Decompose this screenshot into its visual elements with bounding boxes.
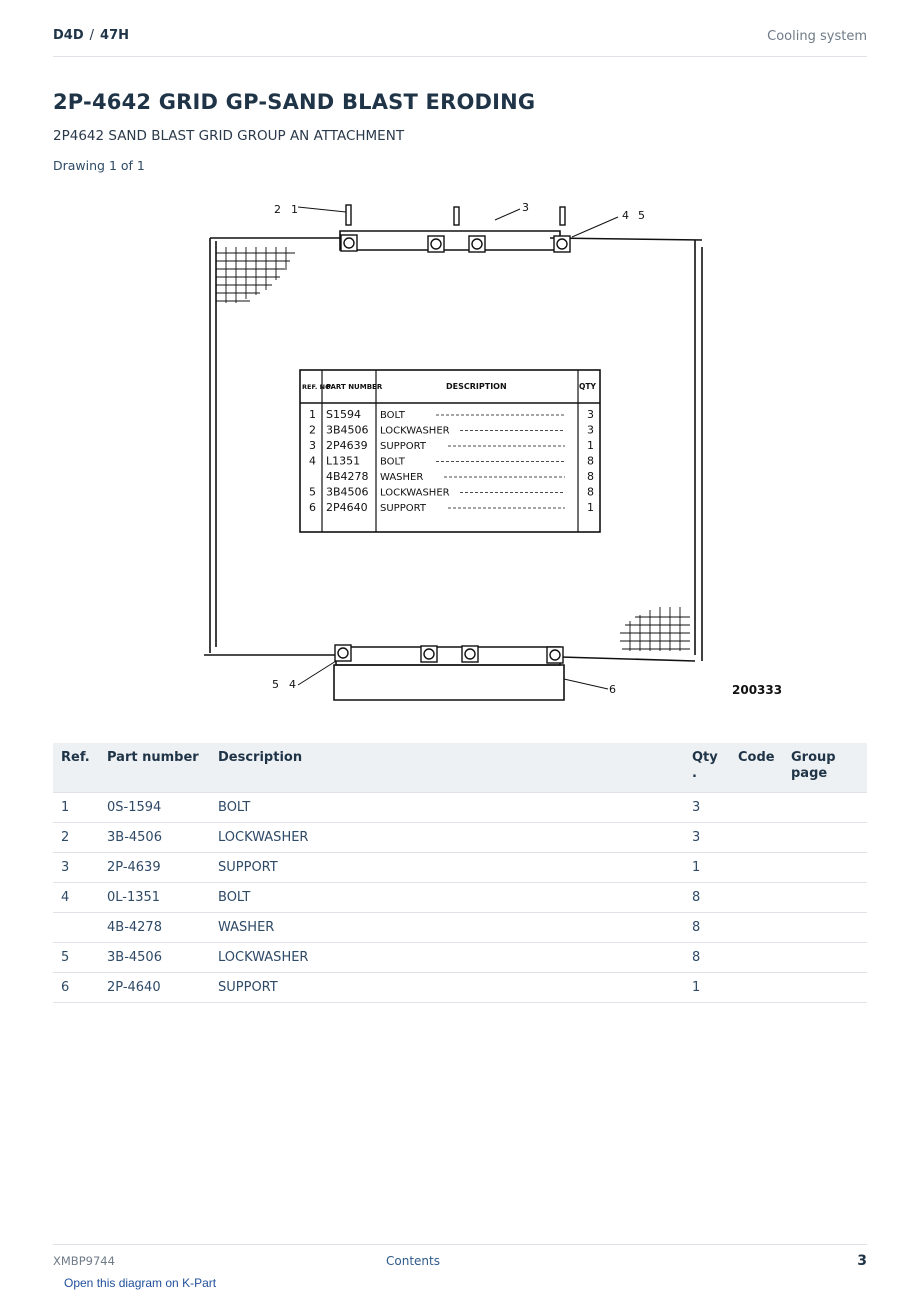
inset-description: BOLT <box>380 456 405 468</box>
inset-part-number: L1351 <box>326 454 361 468</box>
inset-qty: 8 <box>587 454 594 468</box>
callout-label: 6 <box>609 683 616 696</box>
mesh-top-left <box>216 247 295 303</box>
inset-qty: 1 <box>587 501 594 514</box>
col-qty <box>684 743 730 793</box>
cell-description: SUPPORT <box>210 973 684 1003</box>
inset-ref: 1 <box>309 408 316 421</box>
cell-description: BOLT <box>210 793 684 823</box>
image-number: 200333 <box>732 683 783 697</box>
callout-label: 5 <box>272 678 279 691</box>
inset-description: SUPPORT <box>380 441 426 452</box>
mesh-bottom-right <box>620 607 690 651</box>
cell-qty: 1 <box>684 973 730 1003</box>
cell-qty: 8 <box>684 883 730 913</box>
page-header <box>53 28 867 57</box>
cell-code <box>730 853 783 883</box>
inset-ref: 2 <box>309 423 316 437</box>
parts-diagram[interactable] <box>160 195 800 710</box>
cell-qty: 8 <box>684 943 730 973</box>
page-footer <box>53 1244 867 1269</box>
cell-description: SUPPORT <box>210 853 684 883</box>
cell-part-number[interactable]: 3B-4506 <box>99 943 210 973</box>
breadcrumb-separator: / <box>89 28 95 43</box>
cell-description: LOCKWASHER <box>210 943 684 973</box>
inset-description: WASHER <box>380 472 424 483</box>
kpart-link[interactable]: Open this diagram on K-Part <box>64 1276 217 1290</box>
col-qty-label: Qty <box>692 750 718 765</box>
callout-label: 1 <box>291 203 298 216</box>
table-row <box>53 853 867 883</box>
col-ref: Ref. <box>53 743 99 793</box>
callout-label: 5 <box>638 209 645 222</box>
col-qty-dot: . <box>692 766 697 781</box>
contents-link[interactable]: Contents <box>386 1254 440 1268</box>
cell-code <box>730 823 783 853</box>
table-row <box>53 943 867 973</box>
cell-description: WASHER <box>210 913 684 943</box>
col-page-label: page <box>791 766 828 781</box>
cell-description: BOLT <box>210 883 684 913</box>
inset-qty: 1 <box>587 439 594 452</box>
inset-header-desc: DESCRIPTION <box>446 382 507 391</box>
callout-label: 4 <box>289 678 296 691</box>
inset-parts-table <box>300 370 600 532</box>
breadcrumb-model: D4D <box>53 28 84 43</box>
inset-description: BOLT <box>380 410 405 421</box>
inset-description: SUPPORT <box>380 503 426 514</box>
cell-ref: 3 <box>53 853 99 883</box>
cell-ref: 5 <box>53 943 99 973</box>
table-row <box>53 823 867 853</box>
inset-part-number: 3B4506 <box>326 423 369 437</box>
cell-part-number[interactable]: 0L-1351 <box>99 883 210 913</box>
page-number: 3 <box>857 1253 867 1269</box>
cell-qty: 3 <box>684 823 730 853</box>
col-part-number: Part number <box>99 743 210 793</box>
col-description: Description <box>210 743 684 793</box>
callout-label: 3 <box>522 201 529 214</box>
cell-code <box>730 793 783 823</box>
col-group-label: Group <box>791 750 836 765</box>
page-subtitle: 2P4642 SAND BLAST GRID GROUP AN ATTACHMENT <box>53 128 405 144</box>
inset-part-number: 2P4639 <box>326 439 368 452</box>
table-row <box>53 883 867 913</box>
inset-qty: 8 <box>587 470 594 483</box>
cell-group-page <box>783 853 867 883</box>
col-code: Code <box>730 743 783 793</box>
cell-qty: 1 <box>684 853 730 883</box>
inset-qty: 3 <box>587 408 594 421</box>
cell-code <box>730 883 783 913</box>
table-row <box>53 973 867 1003</box>
cell-group-page <box>783 823 867 853</box>
cell-code <box>730 943 783 973</box>
cell-qty: 3 <box>684 793 730 823</box>
cell-group-page <box>783 883 867 913</box>
callout-label: 4 <box>622 209 629 222</box>
cell-description: LOCKWASHER <box>210 823 684 853</box>
breadcrumb <box>53 28 129 43</box>
table-header-row <box>53 743 867 793</box>
parts-table <box>53 743 867 1003</box>
inset-part-number: 3B4506 <box>326 485 369 499</box>
cell-part-number[interactable]: 4B-4278 <box>99 913 210 943</box>
cell-ref <box>53 913 99 943</box>
inset-ref: 4 <box>309 454 316 468</box>
table-row <box>53 793 867 823</box>
cell-part-number[interactable]: 2P-4640 <box>99 973 210 1003</box>
breadcrumb-serial: 47H <box>100 28 130 43</box>
cell-group-page <box>783 973 867 1003</box>
document-id: XMBP9744 <box>53 1254 115 1268</box>
cell-part-number[interactable]: 0S-1594 <box>99 793 210 823</box>
cell-part-number[interactable]: 2P-4639 <box>99 853 210 883</box>
cell-code <box>730 913 783 943</box>
col-group-page <box>783 743 867 793</box>
inset-qty: 3 <box>587 423 594 437</box>
inset-part-number: 2P4640 <box>326 501 368 514</box>
drawing-count: Drawing 1 of 1 <box>53 158 145 173</box>
cell-code <box>730 973 783 1003</box>
cell-group-page <box>783 793 867 823</box>
cell-ref: 4 <box>53 883 99 913</box>
inset-header-part: PART NUMBER <box>326 383 383 391</box>
table-row <box>53 913 867 943</box>
cell-part-number[interactable]: 3B-4506 <box>99 823 210 853</box>
inset-ref: 6 <box>309 501 316 514</box>
inset-part-number: S1594 <box>326 408 361 421</box>
inset-qty: 8 <box>587 485 594 499</box>
cell-group-page <box>783 913 867 943</box>
cell-ref: 1 <box>53 793 99 823</box>
inset-ref: 3 <box>309 439 316 452</box>
cell-ref: 2 <box>53 823 99 853</box>
cell-qty: 8 <box>684 913 730 943</box>
inset-part-number: 4B4278 <box>326 470 369 483</box>
section-name: Cooling system <box>767 29 867 44</box>
callout-label: 2 <box>274 203 281 216</box>
inset-header-ref: REF. NO. <box>302 383 333 391</box>
cell-ref: 6 <box>53 973 99 1003</box>
inset-description: LOCKWASHER <box>380 425 450 437</box>
inset-header-qty: QTY <box>579 382 596 391</box>
inset-description: LOCKWASHER <box>380 487 450 499</box>
page-title: 2P-4642 GRID GP-SAND BLAST ERODING <box>53 90 536 114</box>
inset-ref: 5 <box>309 485 316 499</box>
cell-group-page <box>783 943 867 973</box>
